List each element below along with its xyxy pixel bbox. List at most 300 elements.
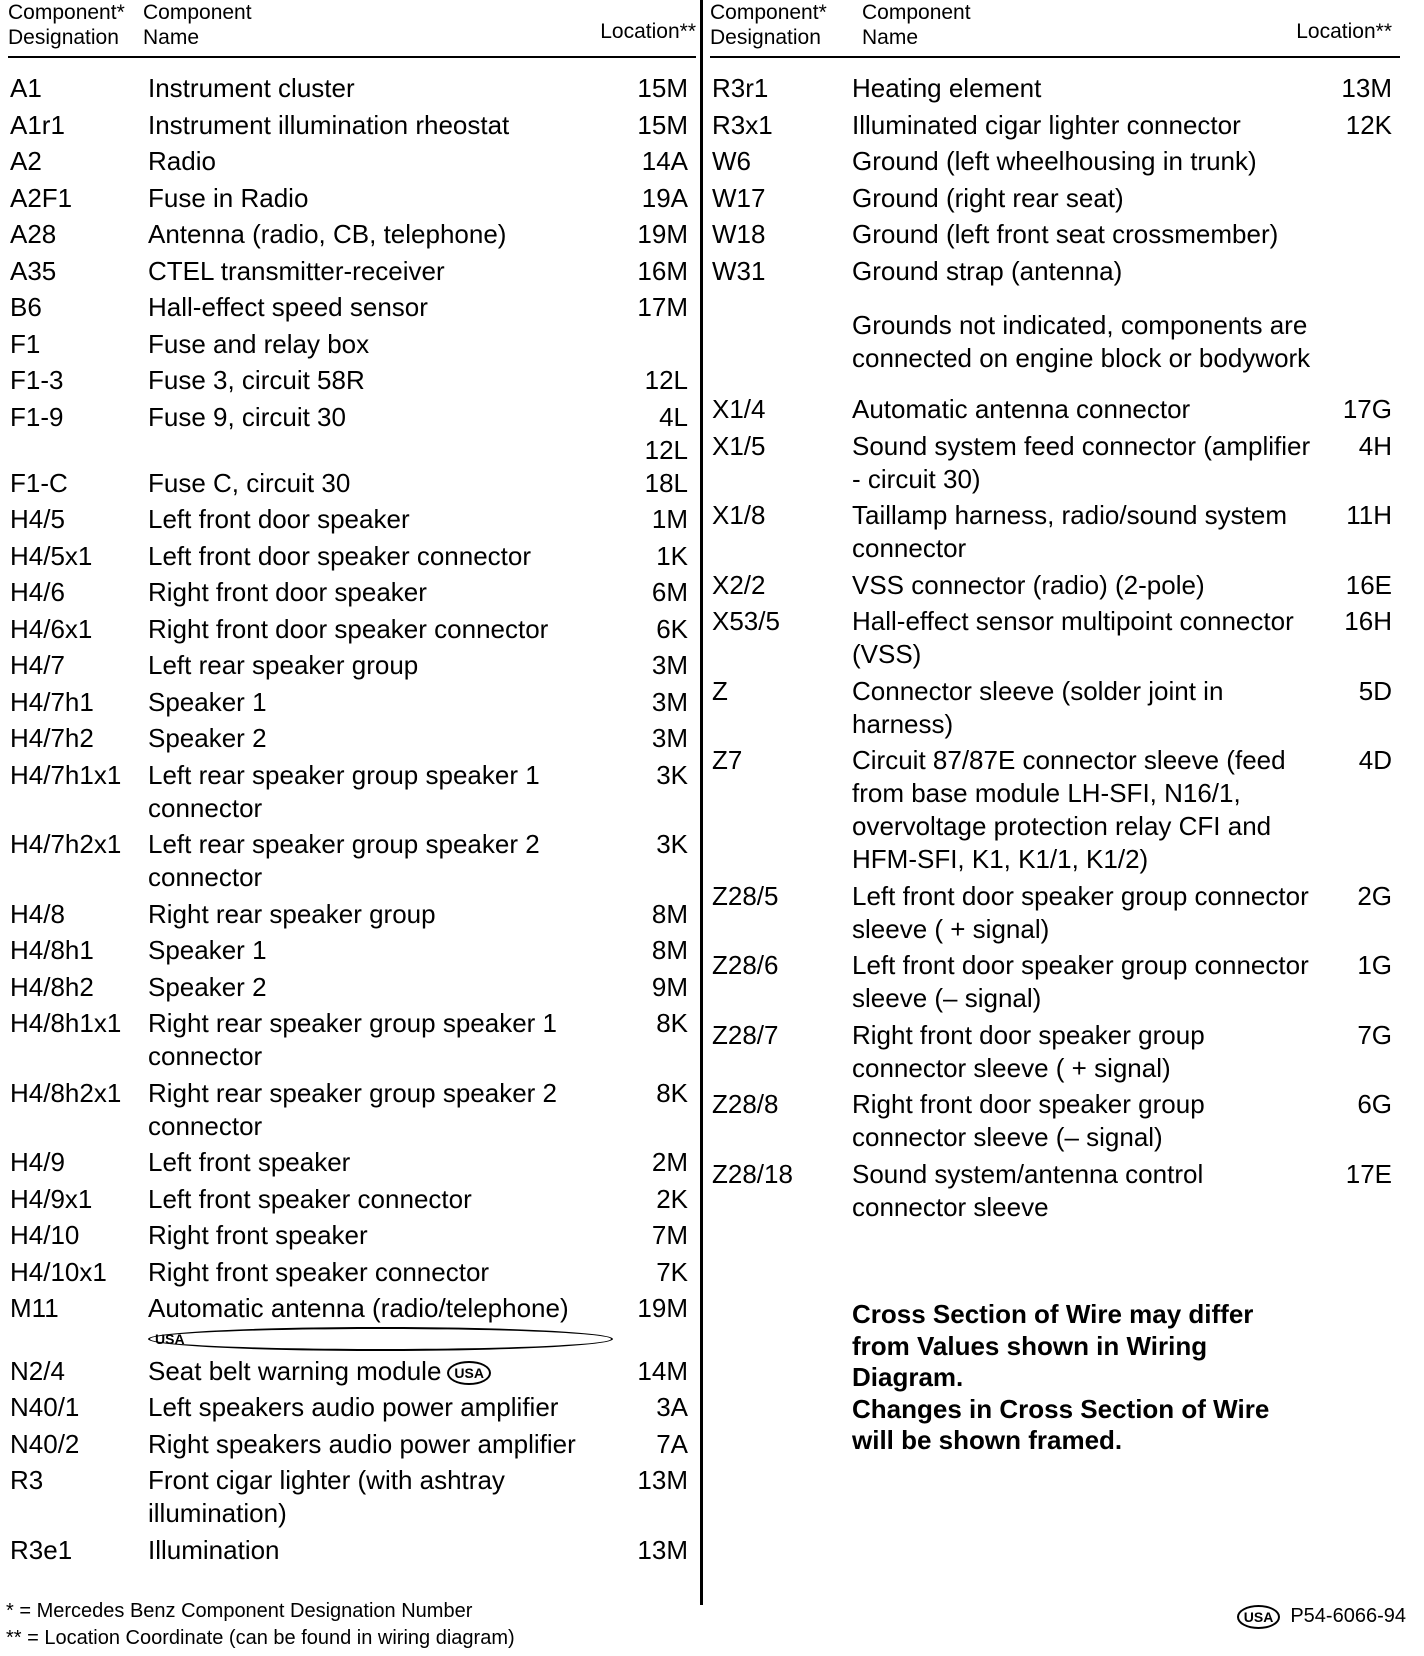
component-name — [852, 145, 1312, 178]
component-location — [1357, 880, 1392, 913]
component-name-text: Hall-effect speed sensor — [148, 292, 428, 322]
component-name — [148, 971, 613, 1004]
component-designation: X1/8 — [712, 500, 766, 530]
component-location — [642, 182, 688, 215]
component-name — [852, 218, 1312, 251]
location-value: 2G — [1357, 880, 1392, 911]
component-location — [652, 1146, 688, 1179]
component-name — [148, 503, 613, 536]
header-location: Location** — [1296, 20, 1392, 43]
component-name-text: Instrument illumination rheostat — [148, 109, 510, 140]
component-location — [637, 255, 688, 288]
component-designation: W31 — [712, 255, 766, 286]
component-name-text: Right front speaker connector — [148, 1256, 490, 1287]
component-name — [148, 1077, 613, 1143]
component-name-text: CTEL transmitter-receiver — [148, 255, 445, 286]
table-row — [8, 503, 696, 540]
component-name-text: Right front speaker — [148, 1220, 368, 1250]
component-name-text: Left rear speaker group speaker 1 connector — [148, 759, 540, 823]
table-row — [8, 1007, 696, 1077]
location-value: 6K — [656, 613, 688, 644]
component-designation: F1-C — [10, 467, 68, 498]
component-name-text: Taillamp harness, radio/sound system connector — [852, 500, 1287, 563]
location-value: 7M — [651, 1220, 688, 1250]
component-name-text: Heating element — [852, 73, 1042, 103]
table-row — [8, 1534, 696, 1571]
component-name-text: Sound system feed connector (amplifier - circuit 30) — [852, 430, 1311, 494]
component-designation: H4/7h2x1 — [10, 829, 122, 859]
right-component-list-a — [710, 72, 1400, 291]
component-name — [148, 828, 613, 894]
table-row — [8, 109, 696, 146]
component-location — [652, 971, 688, 1004]
component-name — [148, 328, 613, 361]
component-name — [148, 613, 613, 646]
table-row — [8, 467, 696, 504]
component-designation: X1/4 — [712, 394, 766, 424]
component-location — [637, 72, 688, 105]
left-table-header — [8, 0, 696, 58]
component-location — [1359, 675, 1392, 708]
component-designation: W17 — [712, 182, 766, 213]
header-name: Component Name — [143, 1, 252, 49]
table-row — [710, 393, 1400, 430]
component-name — [148, 467, 613, 500]
component-name-text: Left front door speaker group connector sleeve ( + signal) — [852, 880, 1309, 944]
component-designation: Z — [712, 675, 728, 706]
component-designation: A2 — [10, 146, 42, 176]
table-row — [8, 613, 696, 650]
component-location — [1359, 430, 1392, 463]
component-name — [852, 109, 1312, 142]
component-name — [148, 1355, 613, 1388]
header-name: Component Name — [862, 1, 971, 49]
component-location — [637, 1534, 688, 1567]
component-designation: Z28/5 — [712, 880, 779, 911]
component-designation: R3r1 — [712, 73, 769, 103]
table-row — [710, 145, 1400, 182]
component-name — [148, 1464, 613, 1530]
component-name-text: Right speakers audio power amplifier — [148, 1428, 576, 1459]
column-divider — [700, 0, 703, 1605]
table-row — [8, 218, 696, 255]
component-designation: R3e1 — [10, 1534, 73, 1565]
component-location — [656, 1391, 688, 1424]
table-row — [8, 576, 696, 613]
component-name-text: Instrument cluster — [148, 73, 355, 103]
header-location: Location** — [600, 20, 696, 43]
doc-code-text: P54-6066-94 — [1290, 1605, 1406, 1627]
location-value: 4H — [1358, 430, 1392, 461]
component-name — [852, 605, 1312, 671]
component-location — [1346, 1158, 1392, 1191]
table-row — [8, 1183, 696, 1220]
component-name-text: Fuse in Radio — [148, 182, 309, 213]
component-designation: Z28/8 — [712, 1089, 779, 1119]
component-designation: N2/4 — [10, 1355, 65, 1386]
location-value: 16H — [1344, 606, 1392, 636]
component-designation: X53/5 — [712, 606, 780, 636]
component-name-text: Left front door speaker group connector sleeve (– signal) — [852, 950, 1309, 1013]
component-location — [1357, 1019, 1392, 1052]
component-name — [148, 686, 613, 719]
location-value: 8M — [651, 935, 688, 965]
component-designation: H4/5x1 — [10, 540, 93, 571]
right-table-header — [710, 0, 1400, 58]
component-location — [1346, 109, 1392, 142]
component-name — [148, 759, 613, 825]
component-designation: H4/6x1 — [10, 613, 93, 644]
component-name — [148, 1256, 613, 1289]
table-row — [710, 182, 1400, 219]
location-value: 2K — [656, 1183, 688, 1214]
location-value: 6G — [1357, 1089, 1392, 1119]
component-name — [852, 1088, 1312, 1154]
component-name — [852, 880, 1312, 946]
table-row — [8, 291, 696, 328]
table-row — [8, 182, 696, 219]
location-value: 4L — [659, 401, 688, 432]
component-name — [148, 649, 613, 682]
component-designation: F1-9 — [10, 401, 64, 432]
component-name — [148, 109, 613, 142]
component-location — [656, 828, 688, 861]
component-name-text: Fuse 3, circuit 58R — [148, 365, 365, 395]
location-value: 19M — [637, 219, 688, 249]
component-name — [148, 145, 613, 178]
footnote-location: ** = Location Coordinate (can be found in wiring diagram) — [6, 1627, 515, 1649]
location-value: 14M — [637, 1355, 688, 1386]
component-name — [852, 1019, 1312, 1085]
component-designation: R3 — [10, 1465, 44, 1495]
table-row — [8, 1256, 696, 1293]
location-value: 14A — [641, 146, 688, 176]
component-location — [656, 1077, 688, 1110]
table-row — [8, 971, 696, 1008]
component-designation: H4/7h1 — [10, 686, 94, 717]
component-name-text: Right rear speaker group speaker 2 connector — [148, 1077, 558, 1141]
component-name-text: Automatic antenna (radio/telephone) — [148, 1293, 569, 1323]
component-location — [652, 1219, 688, 1252]
location-value: 12K — [1345, 109, 1392, 140]
component-location — [637, 109, 688, 142]
component-designation: Z7 — [712, 745, 743, 775]
component-location — [1357, 1088, 1392, 1121]
table-row — [710, 744, 1400, 880]
component-designation: H4/8h1 — [10, 935, 94, 965]
table-row — [710, 569, 1400, 606]
component-name — [148, 1534, 613, 1567]
component-name — [148, 722, 613, 755]
component-name-text: Sound system/antenna control connector sleeve — [852, 1158, 1204, 1222]
component-name-text: Right rear speaker group — [148, 898, 436, 929]
location-value: 1M — [651, 504, 688, 534]
location-value: 8M — [651, 898, 688, 929]
component-designation: A28 — [10, 219, 57, 249]
location-value: 7A — [656, 1428, 688, 1459]
location-value: 17G — [1342, 394, 1392, 424]
table-row — [8, 1464, 696, 1534]
table-row — [710, 605, 1400, 675]
table-row — [710, 72, 1400, 109]
component-location — [656, 613, 688, 646]
table-row — [8, 898, 696, 935]
component-name-text: Right rear speaker group speaker 1 connector — [148, 1008, 558, 1071]
component-name-text: Radio — [148, 146, 216, 176]
table-row — [8, 934, 696, 971]
location-value-secondary: 12L — [644, 434, 688, 465]
component-location — [652, 576, 688, 609]
component-name — [852, 255, 1312, 288]
usa-badge-icon: USA — [447, 1361, 491, 1385]
table-row — [8, 828, 696, 898]
component-name — [148, 1146, 613, 1179]
component-name-text: Left front speaker — [148, 1147, 351, 1177]
table-row — [8, 255, 696, 292]
table-row — [8, 540, 696, 577]
component-name — [148, 1391, 613, 1424]
location-value: 8K — [656, 1008, 688, 1038]
table-row — [8, 1219, 696, 1256]
table-row — [8, 1077, 696, 1147]
component-location — [637, 1355, 688, 1388]
component-name-text: Left front speaker connector — [148, 1183, 472, 1214]
component-designation: H4/10x1 — [10, 1256, 107, 1287]
footnotes — [6, 1598, 515, 1652]
location-value: 18L — [644, 467, 688, 498]
component-designation: N40/2 — [10, 1428, 80, 1459]
component-name-text: Speaker 2 — [148, 723, 267, 753]
component-name-text: Illuminated cigar lighter connector — [852, 109, 1241, 140]
component-name-text: Left rear speaker group speaker 2 connector — [148, 829, 540, 892]
cross-section-note: Cross Section of Wire may differ from Values shown in Wiring Diagram. Changes in Cross Section of Wire will be shown framed. — [852, 1299, 1270, 1455]
location-value: 17M — [637, 292, 688, 322]
component-name — [148, 540, 613, 573]
location-value: 19A — [641, 182, 688, 213]
component-name — [852, 949, 1312, 1015]
component-designation: H4/8h2x1 — [10, 1077, 122, 1108]
component-designation: H4/7 — [10, 650, 65, 680]
component-location — [656, 1183, 688, 1216]
location-value: 13M — [1341, 73, 1392, 103]
table-row — [8, 1428, 696, 1465]
table-row — [8, 1292, 696, 1355]
component-designation: H4/7h1x1 — [10, 759, 122, 790]
usa-badge-icon: USA — [1237, 1605, 1281, 1629]
component-name — [148, 218, 613, 251]
right-column — [710, 0, 1400, 1457]
component-name — [148, 1007, 613, 1073]
location-value: 13M — [637, 1534, 688, 1565]
component-name — [148, 934, 613, 967]
component-location — [1359, 744, 1392, 777]
table-row — [710, 1019, 1400, 1089]
location-value: 3K — [656, 759, 688, 790]
location-value: 4D — [1358, 745, 1392, 775]
component-location — [656, 759, 688, 792]
table-row — [8, 1391, 696, 1428]
location-value: 6M — [651, 577, 688, 607]
location-value: 11H — [1346, 500, 1392, 530]
location-value: 7G — [1357, 1019, 1392, 1050]
table-row — [710, 218, 1400, 255]
component-name — [148, 364, 613, 397]
component-name-text: Front cigar lighter (with ashtray illumination) — [148, 1465, 505, 1528]
component-designation: W6 — [712, 146, 751, 176]
component-name — [852, 1158, 1312, 1224]
component-name-text: Speaker 1 — [148, 686, 267, 717]
component-name — [852, 499, 1312, 565]
location-value: 15M — [637, 73, 688, 103]
component-designation: H4/8h2 — [10, 971, 94, 1002]
component-location — [1341, 72, 1392, 105]
component-location — [645, 401, 688, 467]
location-value: 17E — [1345, 1158, 1392, 1189]
component-name-text: Ground strap (antenna) — [852, 255, 1123, 286]
component-name — [148, 1292, 613, 1351]
component-location — [652, 649, 688, 682]
table-row — [8, 649, 696, 686]
component-name — [148, 182, 613, 215]
component-name-text: Left front door speaker — [148, 504, 410, 534]
location-value: 16M — [637, 255, 688, 286]
component-name — [148, 401, 613, 434]
component-name-text: Connector sleeve (solder joint in harness) — [852, 675, 1224, 739]
component-location — [1357, 949, 1392, 982]
component-name — [852, 72, 1312, 105]
component-location — [645, 364, 688, 397]
component-designation: Z28/6 — [712, 950, 779, 980]
component-location — [652, 934, 688, 967]
component-name-text: Right front door speaker group connector sleeve ( + signal) — [852, 1019, 1205, 1083]
component-designation: A35 — [10, 255, 57, 286]
component-location — [642, 145, 688, 178]
component-name-text: Ground (left wheelhousing in trunk) — [852, 146, 1257, 176]
component-designation: F1-3 — [10, 365, 64, 395]
component-name — [852, 744, 1312, 876]
location-value: 9M — [651, 971, 688, 1002]
table-row — [8, 145, 696, 182]
header-designation: Component* Designation — [8, 1, 125, 49]
component-name-text: Illumination — [148, 1534, 280, 1565]
component-name — [852, 182, 1312, 215]
table-row — [710, 499, 1400, 569]
component-designation: H4/8 — [10, 898, 65, 929]
component-name — [148, 1219, 613, 1252]
location-value: 8K — [656, 1077, 688, 1108]
location-value: 16E — [1345, 569, 1392, 600]
component-designation: A1 — [10, 73, 42, 103]
location-value: 12L — [644, 365, 688, 395]
component-location — [1346, 499, 1392, 532]
component-designation: Z28/18 — [712, 1158, 793, 1189]
location-value: 2M — [651, 1147, 688, 1177]
component-designation: H4/9 — [10, 1147, 65, 1177]
component-name-text: Left speakers audio power amplifier — [148, 1392, 559, 1422]
table-row — [8, 1146, 696, 1183]
location-value: 19M — [637, 1293, 688, 1323]
component-name-text: VSS connector (radio) (2-pole) — [852, 569, 1205, 600]
table-row — [710, 949, 1400, 1019]
component-location — [656, 1007, 688, 1040]
right-component-list-b — [710, 393, 1400, 1227]
component-name — [148, 72, 613, 105]
component-name-text: Speaker 1 — [148, 935, 267, 965]
table-row — [710, 675, 1400, 745]
component-location — [637, 1464, 688, 1497]
table-row — [8, 364, 696, 401]
table-row — [710, 109, 1400, 146]
location-value: 3M — [651, 650, 688, 680]
header-designation: Component* Designation — [710, 1, 827, 49]
component-designation: H4/10 — [10, 1220, 80, 1250]
table-row — [710, 1158, 1400, 1228]
component-name-text: Hall-effect sensor multipoint connector (VSS) — [852, 606, 1294, 669]
component-location — [1344, 605, 1392, 638]
component-name-text: Left front door speaker connector — [148, 540, 532, 571]
usa-badge-icon: USA — [148, 1327, 613, 1351]
location-value: 7K — [656, 1256, 688, 1287]
component-name-text: Right front door speaker group connector sleeve (– signal) — [852, 1089, 1205, 1152]
location-value: 3A — [656, 1392, 688, 1422]
footnote-designation: * = Mercedes Benz Component Designation Number — [6, 1600, 473, 1622]
component-location — [652, 722, 688, 755]
component-designation: H4/9x1 — [10, 1183, 93, 1214]
location-value: 5D — [1358, 675, 1392, 706]
table-row — [710, 1088, 1400, 1158]
component-designation: H4/7h2 — [10, 723, 94, 753]
component-designation: F1 — [10, 328, 41, 359]
location-value: 1G — [1357, 950, 1392, 980]
component-location — [637, 1292, 688, 1325]
left-component-list — [8, 72, 696, 1570]
component-name-text: Circuit 87/87E connector sleeve (feed from base module LH-SFI, N16/1, overvoltage protection relay CFI and HFM-SFI, K1, K1/1, K1/2) — [852, 745, 1286, 874]
left-column — [8, 0, 696, 1570]
table-row — [8, 759, 696, 829]
table-row — [8, 72, 696, 109]
document-code — [1237, 1604, 1406, 1629]
component-name-text: Automatic antenna connector — [852, 394, 1191, 424]
component-designation: N40/1 — [10, 1392, 80, 1422]
component-name-text: Seat belt warning module — [148, 1355, 442, 1386]
component-name-text: Antenna (radio, CB, telephone) — [148, 219, 507, 249]
component-designation: A1r1 — [10, 109, 65, 140]
table-row — [710, 430, 1400, 500]
location-value: 13M — [637, 1465, 688, 1495]
component-name — [852, 430, 1312, 496]
table-row — [8, 401, 696, 467]
component-name-text: Left rear speaker group — [148, 650, 419, 680]
table-row — [710, 255, 1400, 292]
location-value: 3K — [656, 829, 688, 859]
table-row — [8, 1355, 696, 1392]
component-designation: H4/8h1x1 — [10, 1008, 122, 1038]
component-name — [148, 1183, 613, 1216]
location-value: 1K — [656, 540, 688, 571]
component-name — [148, 1428, 613, 1461]
component-designation: Z28/7 — [712, 1019, 779, 1050]
component-name — [852, 569, 1312, 602]
component-designation: X2/2 — [712, 569, 766, 600]
component-location — [637, 291, 688, 324]
table-row — [8, 722, 696, 759]
component-name-text: Fuse and relay box — [148, 328, 370, 359]
component-designation: W18 — [712, 219, 766, 249]
component-designation: H4/6 — [10, 577, 65, 607]
location-value: 15M — [637, 109, 688, 140]
component-location — [656, 1256, 688, 1289]
component-name-text: Speaker 2 — [148, 971, 267, 1002]
